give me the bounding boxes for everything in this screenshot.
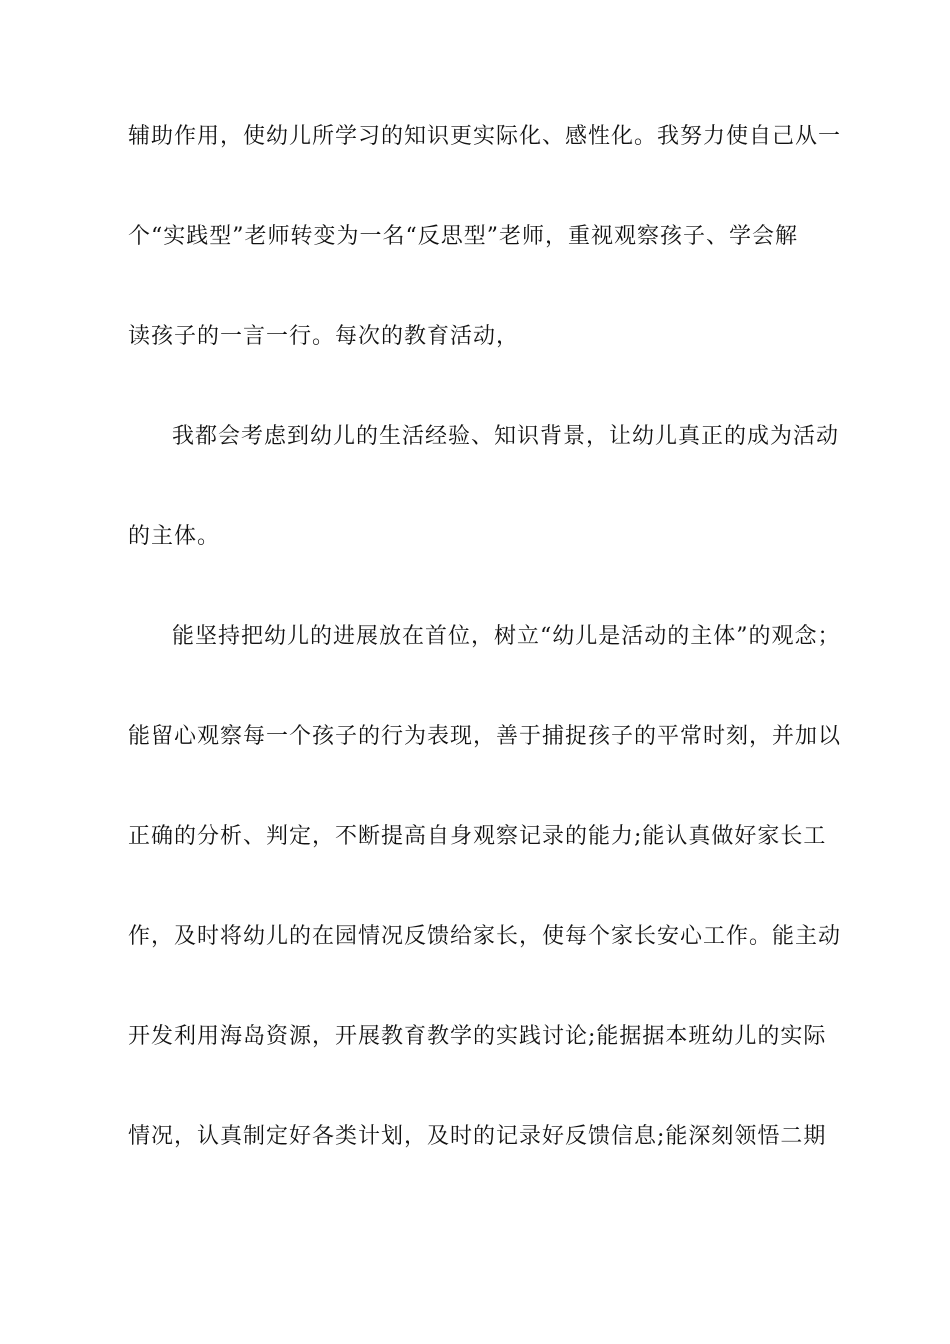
text-line: 开发利用海岛资源，开展教育教学的实践讨论;能据据本班幼儿的实际 — [128, 1024, 827, 1049]
text-line: 正确的分析、判定，不断提高自身观察记录的能力;能认真做好家长工 — [128, 824, 827, 849]
document-body — [128, 117, 842, 1217]
text-line: 读孩子的一言一行。每次的教育活动， — [128, 324, 520, 349]
paragraph-start-line: 能坚持把幼儿的进展放在首位，树立“幼儿是活动的主体”的观念； — [172, 624, 841, 649]
text-line: 的主体。 — [128, 524, 221, 549]
text-line: 情况，认真制定好各类计划，及时的记录好反馈信息;能深刻领悟二期 — [128, 1124, 827, 1149]
text-line: 个“实践型”老师转变为一名“反思型”老师，重视观察孩子、学会解 — [128, 224, 798, 249]
text-line: 作，及时将幼儿的在园情况反馈给家长，使每个家长安心工作。能主动 — [128, 924, 842, 949]
text-line: 能留心观察每一个孩子的行为表现，善于捕捉孩子的平常时刻，并加以 — [128, 724, 842, 749]
text-line: 辅助作用，使幼儿所学习的知识更实际化、感性化。我努力使自己从一 — [128, 124, 842, 149]
paragraph-start-line: 我都会考虑到幼儿的生活经验、知识背景，让幼儿真正的成为活动 — [172, 424, 840, 449]
